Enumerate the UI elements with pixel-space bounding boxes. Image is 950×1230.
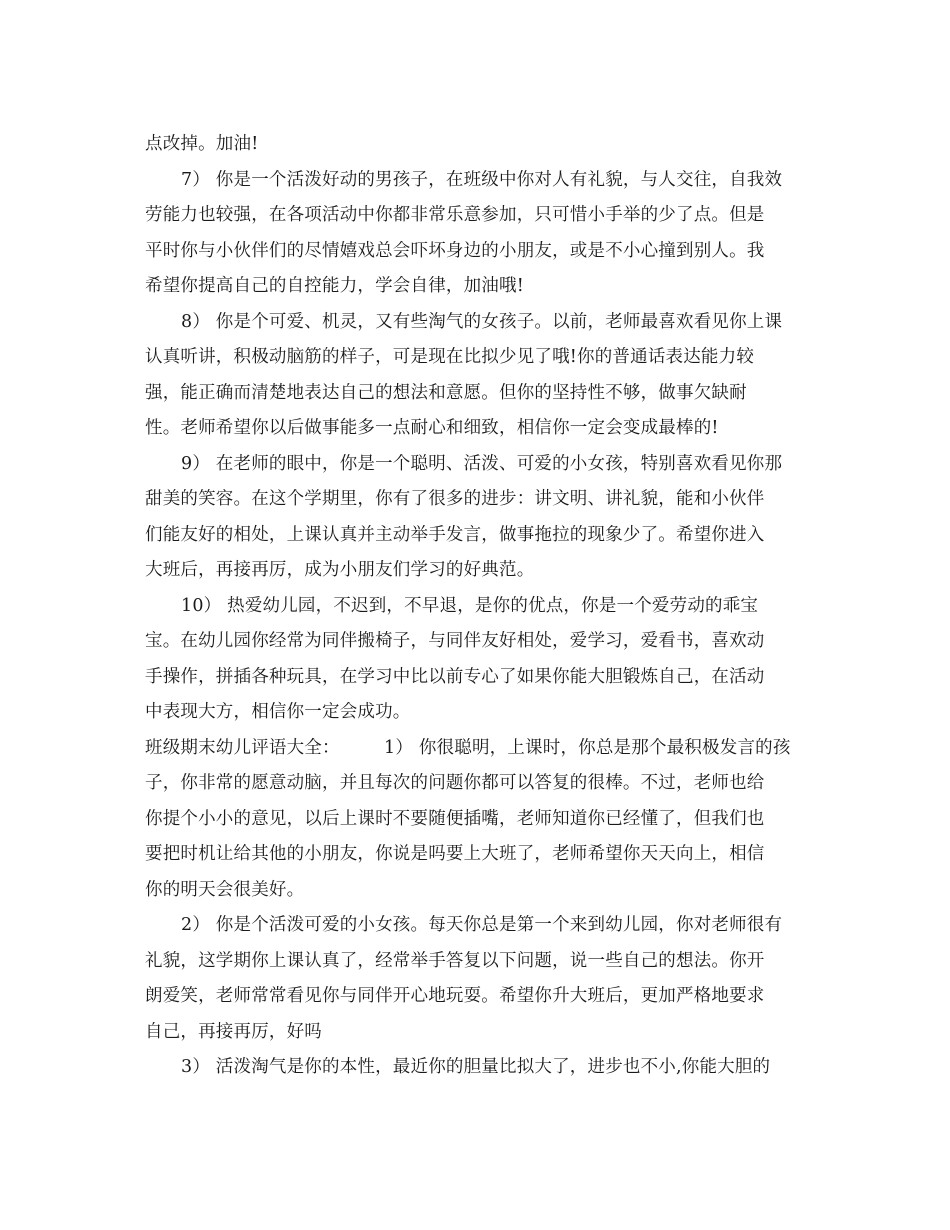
text-line: 甜美的笑容。在这个学期里，你有了很多的进步：讲文明、讲礼貌，能和小伙伴 xyxy=(145,489,765,509)
text-line: 宝。在幼儿园你经常为同伴搬椅子，与同伴友好相处，爱学习，爱看书，喜欢动 xyxy=(145,631,765,651)
paragraph-first-line: 9） 在老师的眼中，你是一个聪明、活泼、可爱的小女孩，特别喜欢看见你那 xyxy=(181,454,783,474)
text-line: 自己，再接再厉，好吗 xyxy=(145,1022,322,1042)
text-line: 中表现大方，相信你一定会成功。 xyxy=(145,702,411,722)
section-heading-line: 班级期末幼儿评语大全： 1） 你很聪明，上课时，你总是那个最积极发言的孩 xyxy=(145,738,791,758)
paragraph-first-line: 2） 你是个活泼可爱的小女孩。每天你总是第一个来到幼儿园，你对老师很有 xyxy=(181,915,783,935)
paragraph-first-line: 8） 你是个可爱、机灵，又有些淘气的女孩子。以前，老师最喜欢看见你上课 xyxy=(181,312,783,332)
text-line: 希望你提高自己的自控能力，学会自律，加油哦! xyxy=(145,276,524,296)
text-line: 朗爱笑，老师常常看见你与同伴开心地玩耍。希望你升大班后，更加严格地要求 xyxy=(145,986,765,1006)
text-line: 劳能力也较强，在各项活动中你都非常乐意参加，只可惜小手举的少了点。但是 xyxy=(145,205,765,225)
text-line: 手操作，拼插各种玩具，在学习中比以前专心了如果你能大胆锻炼自己，在活动 xyxy=(145,667,765,687)
text-line: 你的明天会很美好。 xyxy=(145,880,305,900)
text-line: 大班后，再接再厉，成为小朋友们学习的好典范。 xyxy=(145,560,535,580)
text-line: 强，能正确而清楚地表达自己的想法和意愿。但你的坚持性不够，做事欠缺耐 xyxy=(145,383,747,403)
text-line: 点改掉。加油! xyxy=(145,134,259,154)
text-line: 们能友好的相处，上课认真并主动举手发言，做事拖拉的现象少了。希望你进入 xyxy=(145,525,765,545)
text-line: 要把时机让给其他的小朋友，你说是吗要上大班了，老师希望你天天向上，相信 xyxy=(145,844,765,864)
text-line: 礼貌，这学期你上课认真了，经常举手答复以下问题，说一些自己的想法。你开 xyxy=(145,951,765,971)
text-line: 认真听讲，积极动脑筋的样子，可是现在比拟少见了哦!你的普通话表达能力较 xyxy=(145,347,755,367)
text-line: 性。老师希望你以后做事能多一点耐心和细致，相信你一定会变成最棒的! xyxy=(145,418,719,438)
text-line: 子，你非常的愿意动脑，并且每次的问题你都可以答复的很棒。不过，老师也给 xyxy=(145,773,765,793)
text-line: 你提个小小的意见，以后上课时不要随便插嘴，老师知道你已经懂了，但我们也 xyxy=(145,809,765,829)
text-line: 平时你与小伙伴们的尽情嬉戏总会吓坏身边的小朋友，或是不小心撞到别人。我 xyxy=(145,241,765,261)
paragraph-first-line: 7） 你是一个活泼好动的男孩子，在班级中你对人有礼貌，与人交往，自我效 xyxy=(181,170,783,190)
paragraph-first-line: 3） 活泼淘气是你的本性，最近你的胆量比拟大了，进步也不小,你能大胆的 xyxy=(181,1057,771,1077)
paragraph-first-line: 10） 热爱幼儿园，不迟到，不早退，是你的优点，你是一个爱劳动的乖宝 xyxy=(181,596,759,616)
